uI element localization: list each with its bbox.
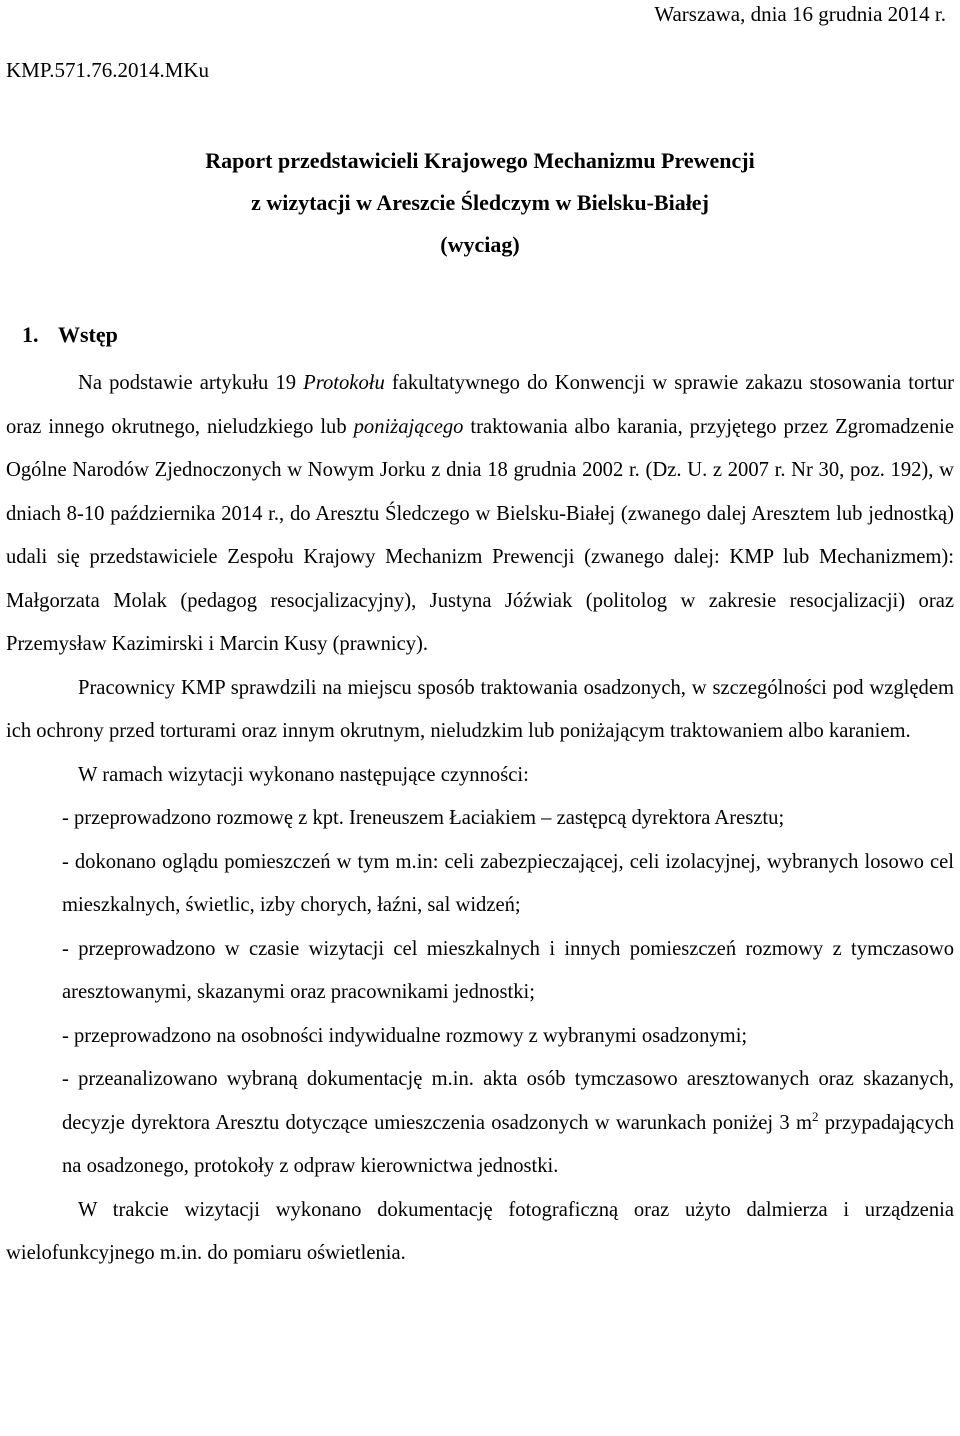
italic-text: poniżającego [353, 415, 464, 438]
list-item-text: przypadających na osadzonego, protokoły z odpraw kierownictwa jednostki. [62, 1111, 954, 1177]
document-body [6, 362, 954, 1276]
list-item: - dokonano oglądu pomieszczeń w tym m.in: celi zabezpieczającej, celi izolacyjnej, wybranych losowo cel mieszkalnych, świetlic, izby chorych, łaźni, sal widzeń; [62, 850, 954, 916]
italic-text: Protokołu [303, 372, 385, 394]
reference-number: KMP.571.76.2014.MKu [6, 58, 210, 82]
report-title-line-3: (wyciag) [440, 232, 520, 257]
paragraph-activities-intro: W ramach wizytacji wykonano następujące czynności: [78, 763, 529, 786]
paragraph-text: fakultatywnego do Konwencji w sprawie zakazu stosowania tortur oraz innego okrutnego, nieludzkiego lub [6, 372, 954, 438]
list-item: - przeprowadzono na osobności indywidualne rozmowy z wybranymi osadzonymi; [62, 1024, 748, 1047]
paragraph-introduction [6, 362, 954, 667]
section-heading [22, 322, 118, 348]
superscript: 2 [812, 1108, 819, 1124]
report-title-line-1: Raport przedstawicieli Krajowego Mechanizmu Prewencji [205, 148, 755, 173]
paragraph-documentation: W trakcie wizytacji wykonano dokumentację fotograficzną oraz użyto dalmierza i urządzenia wielofunkcyjnego m.in. do pomiaru oświetlenia. [6, 1198, 954, 1264]
paragraph-scope: Pracownicy KMP sprawdzili na miejscu sposób traktowania osadzonych, w szczególności pod względem ich ochrony przed torturami oraz innym okrutnym, nieludzkim lub poniżającym traktowaniem albo karaniem. [6, 676, 954, 742]
list-item [6, 1058, 954, 1189]
document-date: Warszawa, dnia 16 grudnia 2014 r. [654, 2, 946, 26]
paragraph-text: Na podstawie artykułu 19 [78, 372, 304, 394]
list-item-text: - przeanalizowano wybraną dokumentację m.in. akta osób tymczasowo aresztowanych oraz skazanych, decyzje dyrektora Aresztu dotyczące umieszczenia osadzonych w warunkach poniżej 3 m [62, 1068, 954, 1134]
activities-list [6, 797, 954, 1189]
section-number: 1. [22, 322, 39, 347]
list-item: - przeprowadzono rozmowę z kpt. Ireneuszem Łaciakiem – zastępcą dyrektora Aresztu; [62, 807, 785, 829]
list-item: - przeprowadzono w czasie wizytacji cel mieszkalnych i innych pomieszczeń rozmowy z tymczasowo aresztowanymi, skazanymi oraz pracownikami jednostki; [62, 937, 954, 1003]
section-title: Wstęp [58, 322, 118, 347]
paragraph-text: traktowania albo karania, przyjętego przez Zgromadzenie Ogólne Narodów Zjednoczonych w Nowym Jorku z dnia 18 grudnia 2002 r. (Dz. U. z 2007 r. Nr 30, poz. 192), w dniach 8-10 października 2014 r., do Aresztu Śledczego w Bielsku-Białej (zwanego dalej Aresztem lub jednostką) udali się przedstawiciele Zespołu Krajowy Mechanizm Prewencji (zwanego dalej: KMP lub Mechanizmem): Małgorzata Molak (pedagog resocjalizacyjny), Justyna Jóźwiak (politolog w zakresie resocjalizacji) oraz Przemysław Kazimirski i Marcin Kusy (prawnicy). [6, 415, 954, 655]
report-title-line-2: z wizytacji w Areszcie Śledczym w Bielsku-Białej [251, 190, 709, 215]
